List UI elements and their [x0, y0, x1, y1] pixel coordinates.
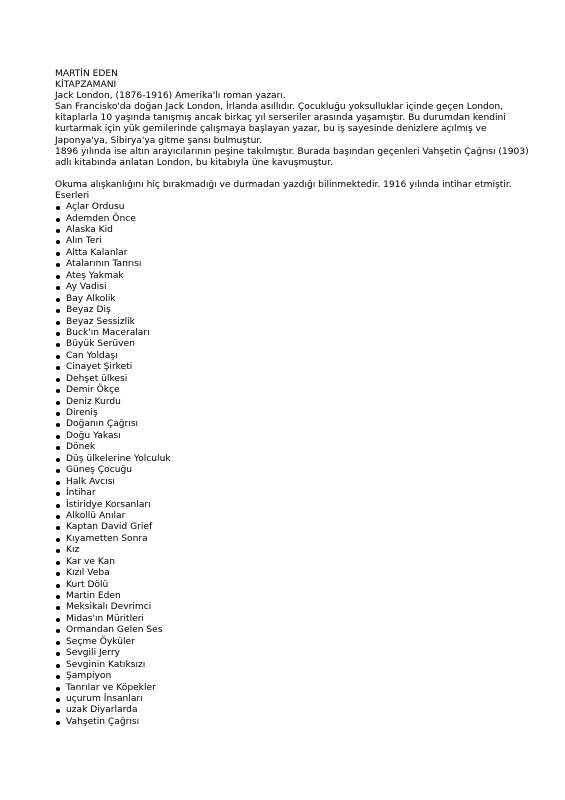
works-list-item: Ay Vadisi: [55, 282, 535, 293]
author-line: Jack London, (1876-1916) Amerika'lı roman yazarı.: [55, 91, 286, 102]
works-list-item: Seçme Öyküler: [55, 637, 535, 648]
works-list-item: Halk Avcısı: [55, 477, 535, 488]
works-list-item: Ateş Yakmak: [55, 271, 535, 282]
bio-paragraph-2: 1896 yılında ise altın arayıcılarının peşine takılmıştır. Burada başından geçenleri Vahşetin Çağrısı (1903) adlı kitabında anlatan London, bu kitabıyla üne kavuşmuştur.: [55, 146, 529, 168]
works-list-item: İstiridye Korsanları: [55, 500, 535, 511]
bio-paragraph-3: Okuma alışkanlığını hiç bırakmadığı ve durmadan yazdığı bilinmektedir. 1916 yılında intihar etmiştir.: [55, 179, 512, 190]
works-list-item: Meksikalı Devrimci: [55, 602, 535, 613]
works-list-item: Can Yoldaşı: [55, 351, 535, 362]
works-list-item: Güneş Çocuğu: [55, 465, 535, 476]
works-list-item: Demir Ökçe: [55, 385, 535, 396]
works-list-item: Dönek: [55, 442, 535, 453]
works-list-item: Dehşet ülkesi: [55, 374, 535, 385]
document-subtitle: KİTAPZAMANI: [55, 80, 117, 91]
works-list-item: Midas'ın Müritleri: [55, 614, 535, 625]
works-list-item: Tanrılar ve Köpekler: [55, 683, 535, 694]
works-list-item: uzak Diyarlarda: [55, 705, 535, 716]
works-list-item: Martin Eden: [55, 591, 535, 602]
works-list-item: uçurum İnsanları: [55, 694, 535, 705]
works-list-item: Direniş: [55, 408, 535, 419]
document-body: [55, 69, 535, 728]
works-list-item: Alaska Kid: [55, 225, 535, 236]
works-list-item: Kaptan David Grief: [55, 522, 535, 533]
works-list-item: Açlar Ordusu: [55, 202, 535, 213]
works-list-item: Ademden Önce: [55, 214, 535, 225]
works-list-item: Büyük Serüven: [55, 339, 535, 350]
document-title: MARTİN EDEN: [55, 69, 118, 79]
works-list-item: Düş ülkelerine Yolculuk: [55, 454, 535, 465]
works-list-item: Alın Teri: [55, 236, 535, 247]
works-list: [55, 202, 535, 728]
works-list-item: Alkollü Anılar: [55, 511, 535, 522]
works-list-item: Sevgili Jerry: [55, 648, 535, 659]
works-list-item: Kıyametten Sonra: [55, 534, 535, 545]
works-list-item: Kızıl Veba: [55, 568, 535, 579]
works-list-item: Atalarının Tanrısı: [55, 259, 535, 270]
works-list-item: Deniz Kurdu: [55, 397, 535, 408]
works-heading: Eserleri: [55, 191, 90, 202]
blank-line: [55, 169, 535, 180]
works-list-item: Sevginin Katıksızı: [55, 660, 535, 671]
works-list-item: Bay Alkolik: [55, 294, 535, 305]
works-list-item: Doğu Yakası: [55, 431, 535, 442]
works-list-item: Kurt Dölü: [55, 580, 535, 591]
works-list-item: Şampiyon: [55, 671, 535, 682]
works-list-item: Cinayet Şirketi: [55, 362, 535, 373]
works-list-item: Kar ve Kan: [55, 557, 535, 568]
works-list-item: Vahşetin Çağrısı: [55, 717, 535, 728]
works-list-item: Altta Kalanlar: [55, 248, 535, 259]
works-list-item: Doğanın Çağrısı: [55, 419, 535, 430]
bio-paragraph-1: San Francisko'da doğan Jack London, İrlanda asıllıdır. Çocukluğu yoksulluklar içinde geçen London, kitaplarla 10 yaşında tanışmış ancak birkaç yıl serseriler arasında yaşamıştır. Bu durumdan kendini kurtarmak için yük gemilerinde çalışmaya başlayan yazar, bu iş sayesinde denizlere açılmış ve Japonya'ya, Sibirya'ya gitme şansı bulmuştur.: [55, 102, 506, 146]
works-list-item: Beyaz Diş: [55, 305, 535, 316]
works-list-item: Ormandan Gelen Ses: [55, 625, 535, 636]
works-list-item: Buck'ın Maceraları: [55, 328, 535, 339]
works-list-item: Kız: [55, 545, 535, 556]
works-list-item: Beyaz Sessizlik: [55, 317, 535, 328]
works-list-item: İntihar: [55, 488, 535, 499]
